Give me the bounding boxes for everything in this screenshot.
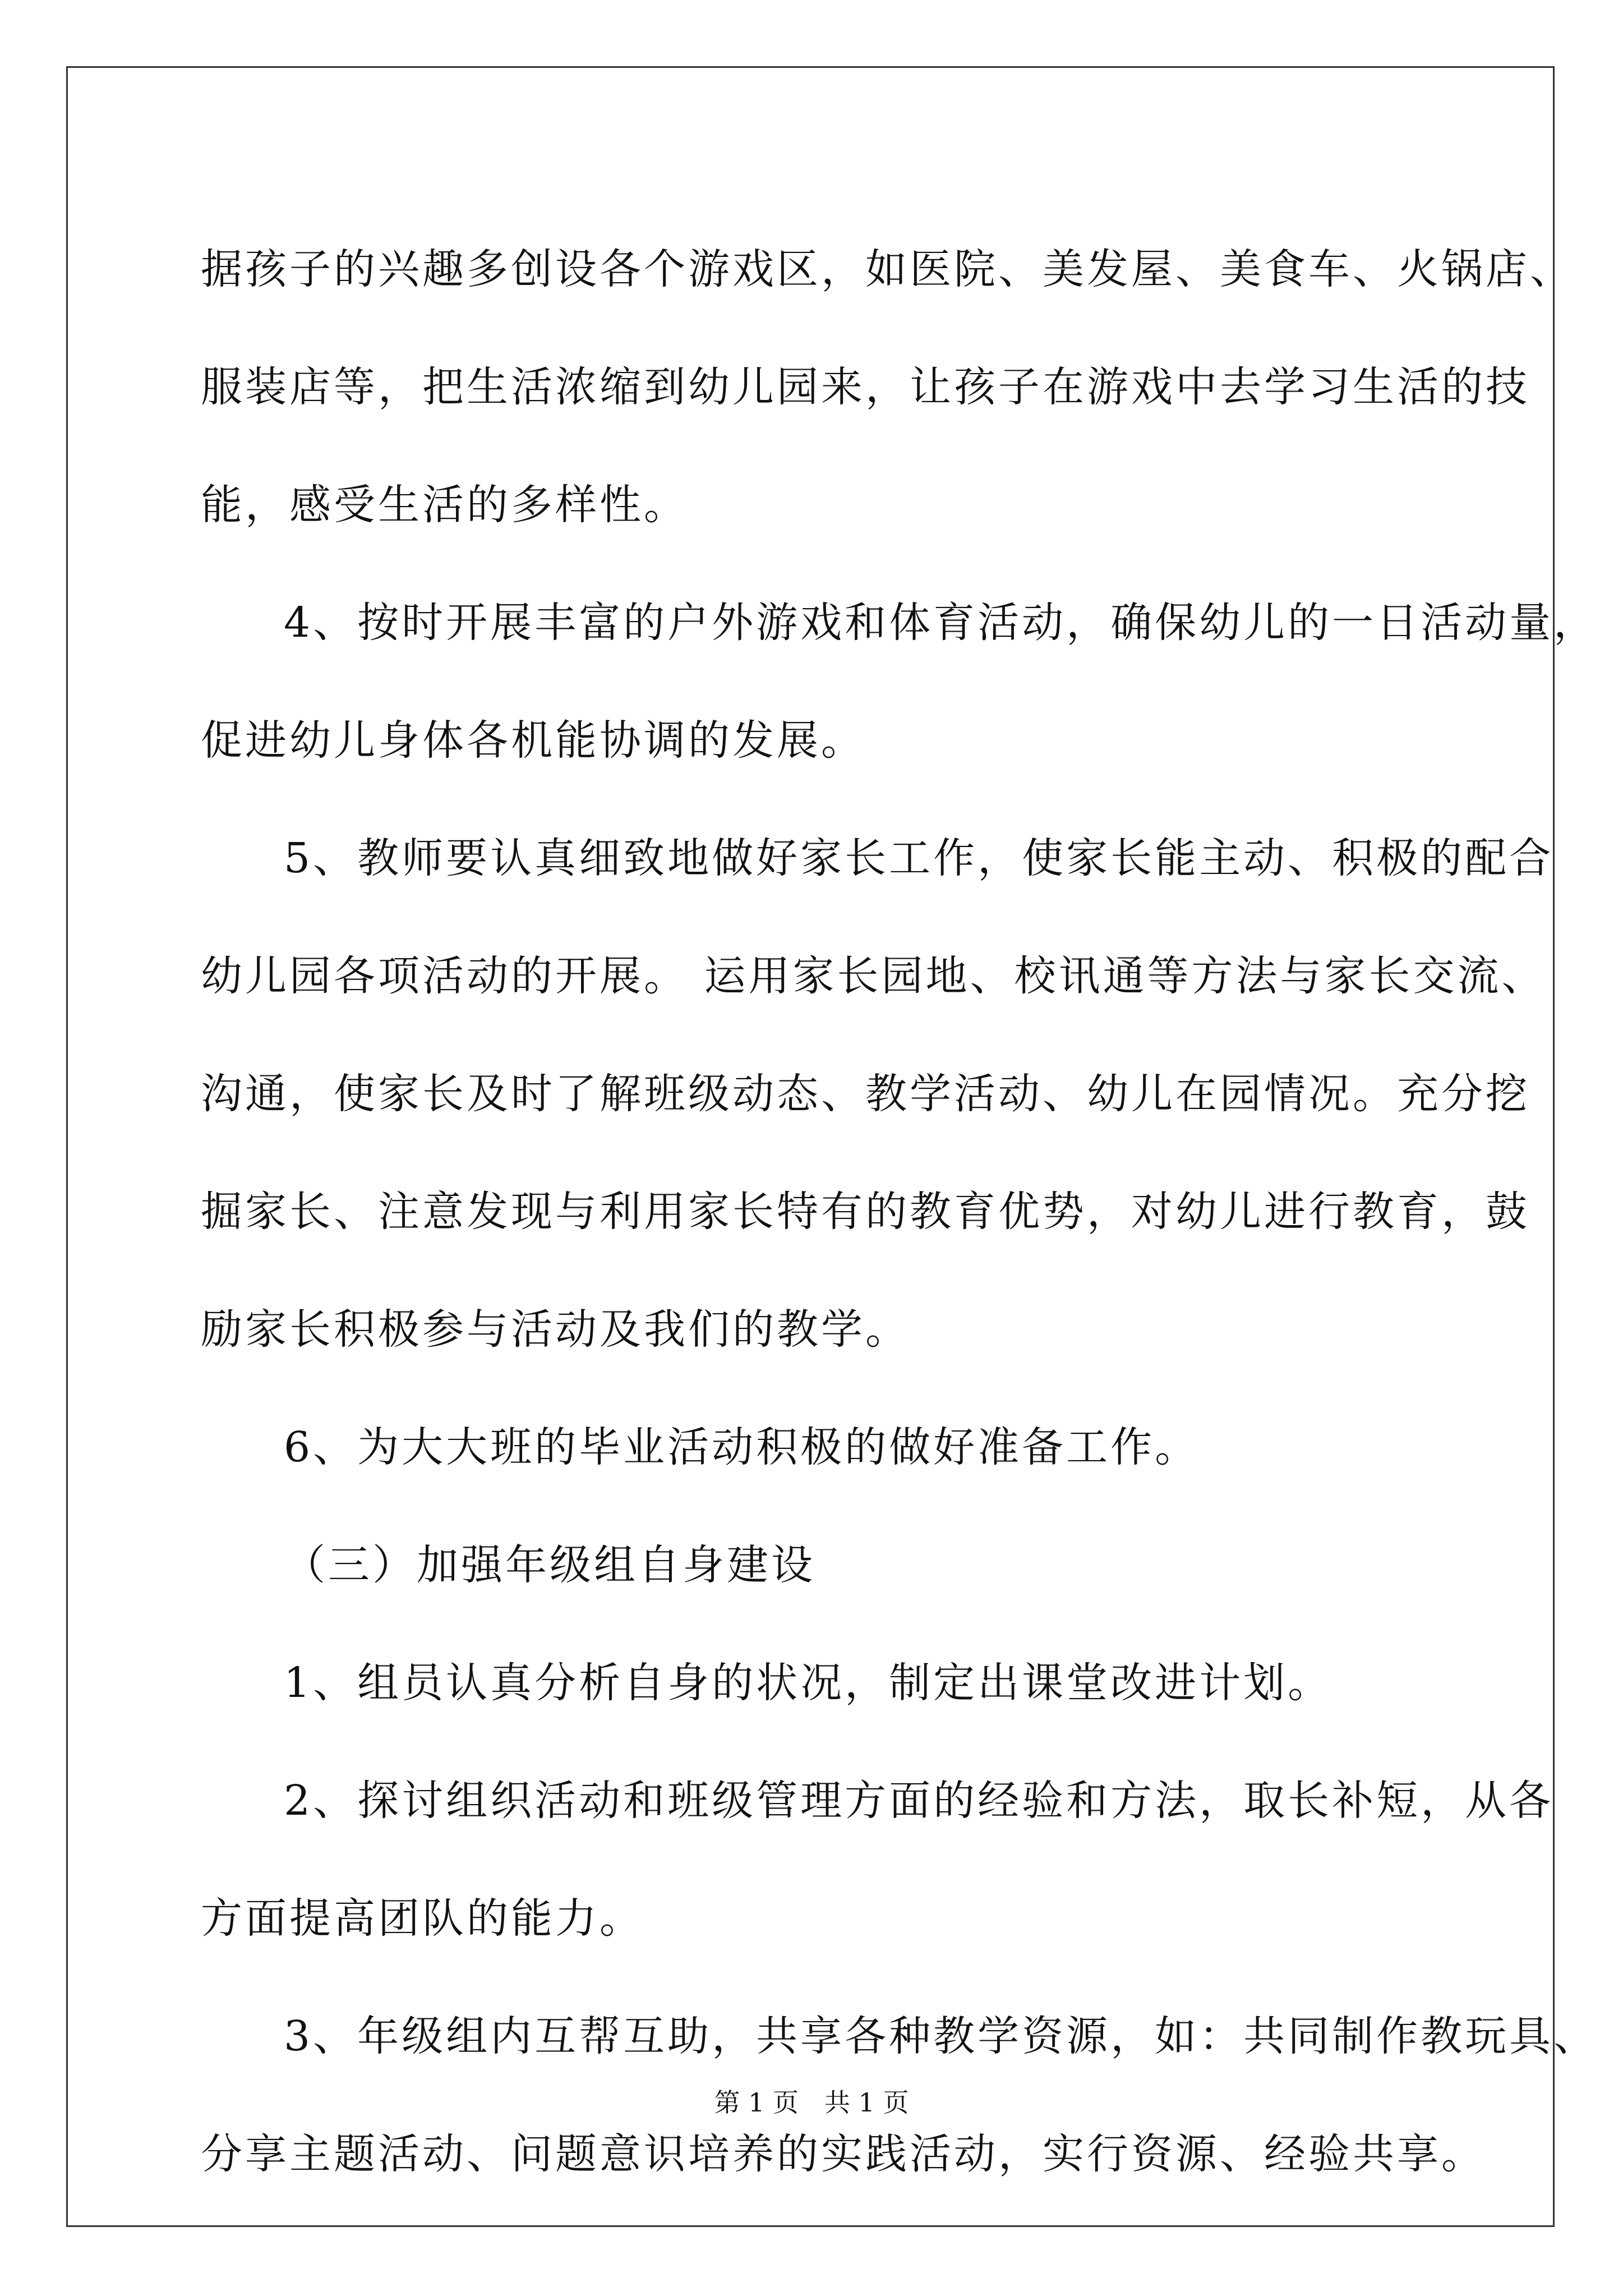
text-line-13: 1、组员认真分析自身的状况，制定出课堂改进计划。 — [284, 1659, 1332, 1707]
text-line-1: 据孩子的兴趣多创设各个游戏区，如医院、美发屋、美食车、火锅店、 — [201, 245, 1574, 293]
document-body — [201, 210, 1598, 2213]
page-footer: 第 1 页 共 1 页 — [714, 2087, 909, 2118]
text-line-4: 4、按时开展丰富的户外游戏和体育活动，确保幼儿的一日活动量， — [284, 599, 1598, 647]
text-line-9: 掘家长、注意发现与利用家长特有的教育优势，对幼儿进行教育，鼓 — [201, 1188, 1530, 1236]
text-line-16: 3、年级组内互帮互助，共享各种教学资源，如：共同制作教玩具、 — [284, 2012, 1598, 2060]
text-line-6: 5、教师要认真细致地做好家长工作，使家长能主动、积极的配合 — [284, 834, 1554, 882]
text-line-14: 2、探讨组织活动和班级管理方面的经验和方法，取长补短，从各 — [284, 1777, 1554, 1825]
text-line-10: 励家长积极参与活动及我们的教学。 — [201, 1305, 910, 1354]
section-heading: （三）加强年级组自身建设 — [284, 1541, 815, 1589]
text-line-2: 服装店等，把生活浓缩到幼儿园来，让孩子在游戏中去学习生活的技 — [201, 363, 1530, 411]
text-line-17: 分享主题活动、问题意识培养的实践活动，实行资源、经验共享。 — [201, 2130, 1486, 2178]
text-line-7: 幼儿园各项活动的开展。 运用家长园地、校讯通等方法与家长交流、 — [201, 952, 1546, 1000]
text-line-8: 沟通，使家长及时了解班级动态、教学活动、幼儿在园情况。充分挖 — [201, 1070, 1530, 1118]
text-line-15: 方面提高团队的能力。 — [201, 1894, 644, 1943]
text-line-3: 能，感受生活的多样性。 — [201, 481, 688, 529]
text-line-5: 促进幼儿身体各机能协调的发展。 — [201, 716, 865, 765]
text-line-11: 6、为大大班的毕业活动积极的做好准备工作。 — [284, 1423, 1200, 1471]
